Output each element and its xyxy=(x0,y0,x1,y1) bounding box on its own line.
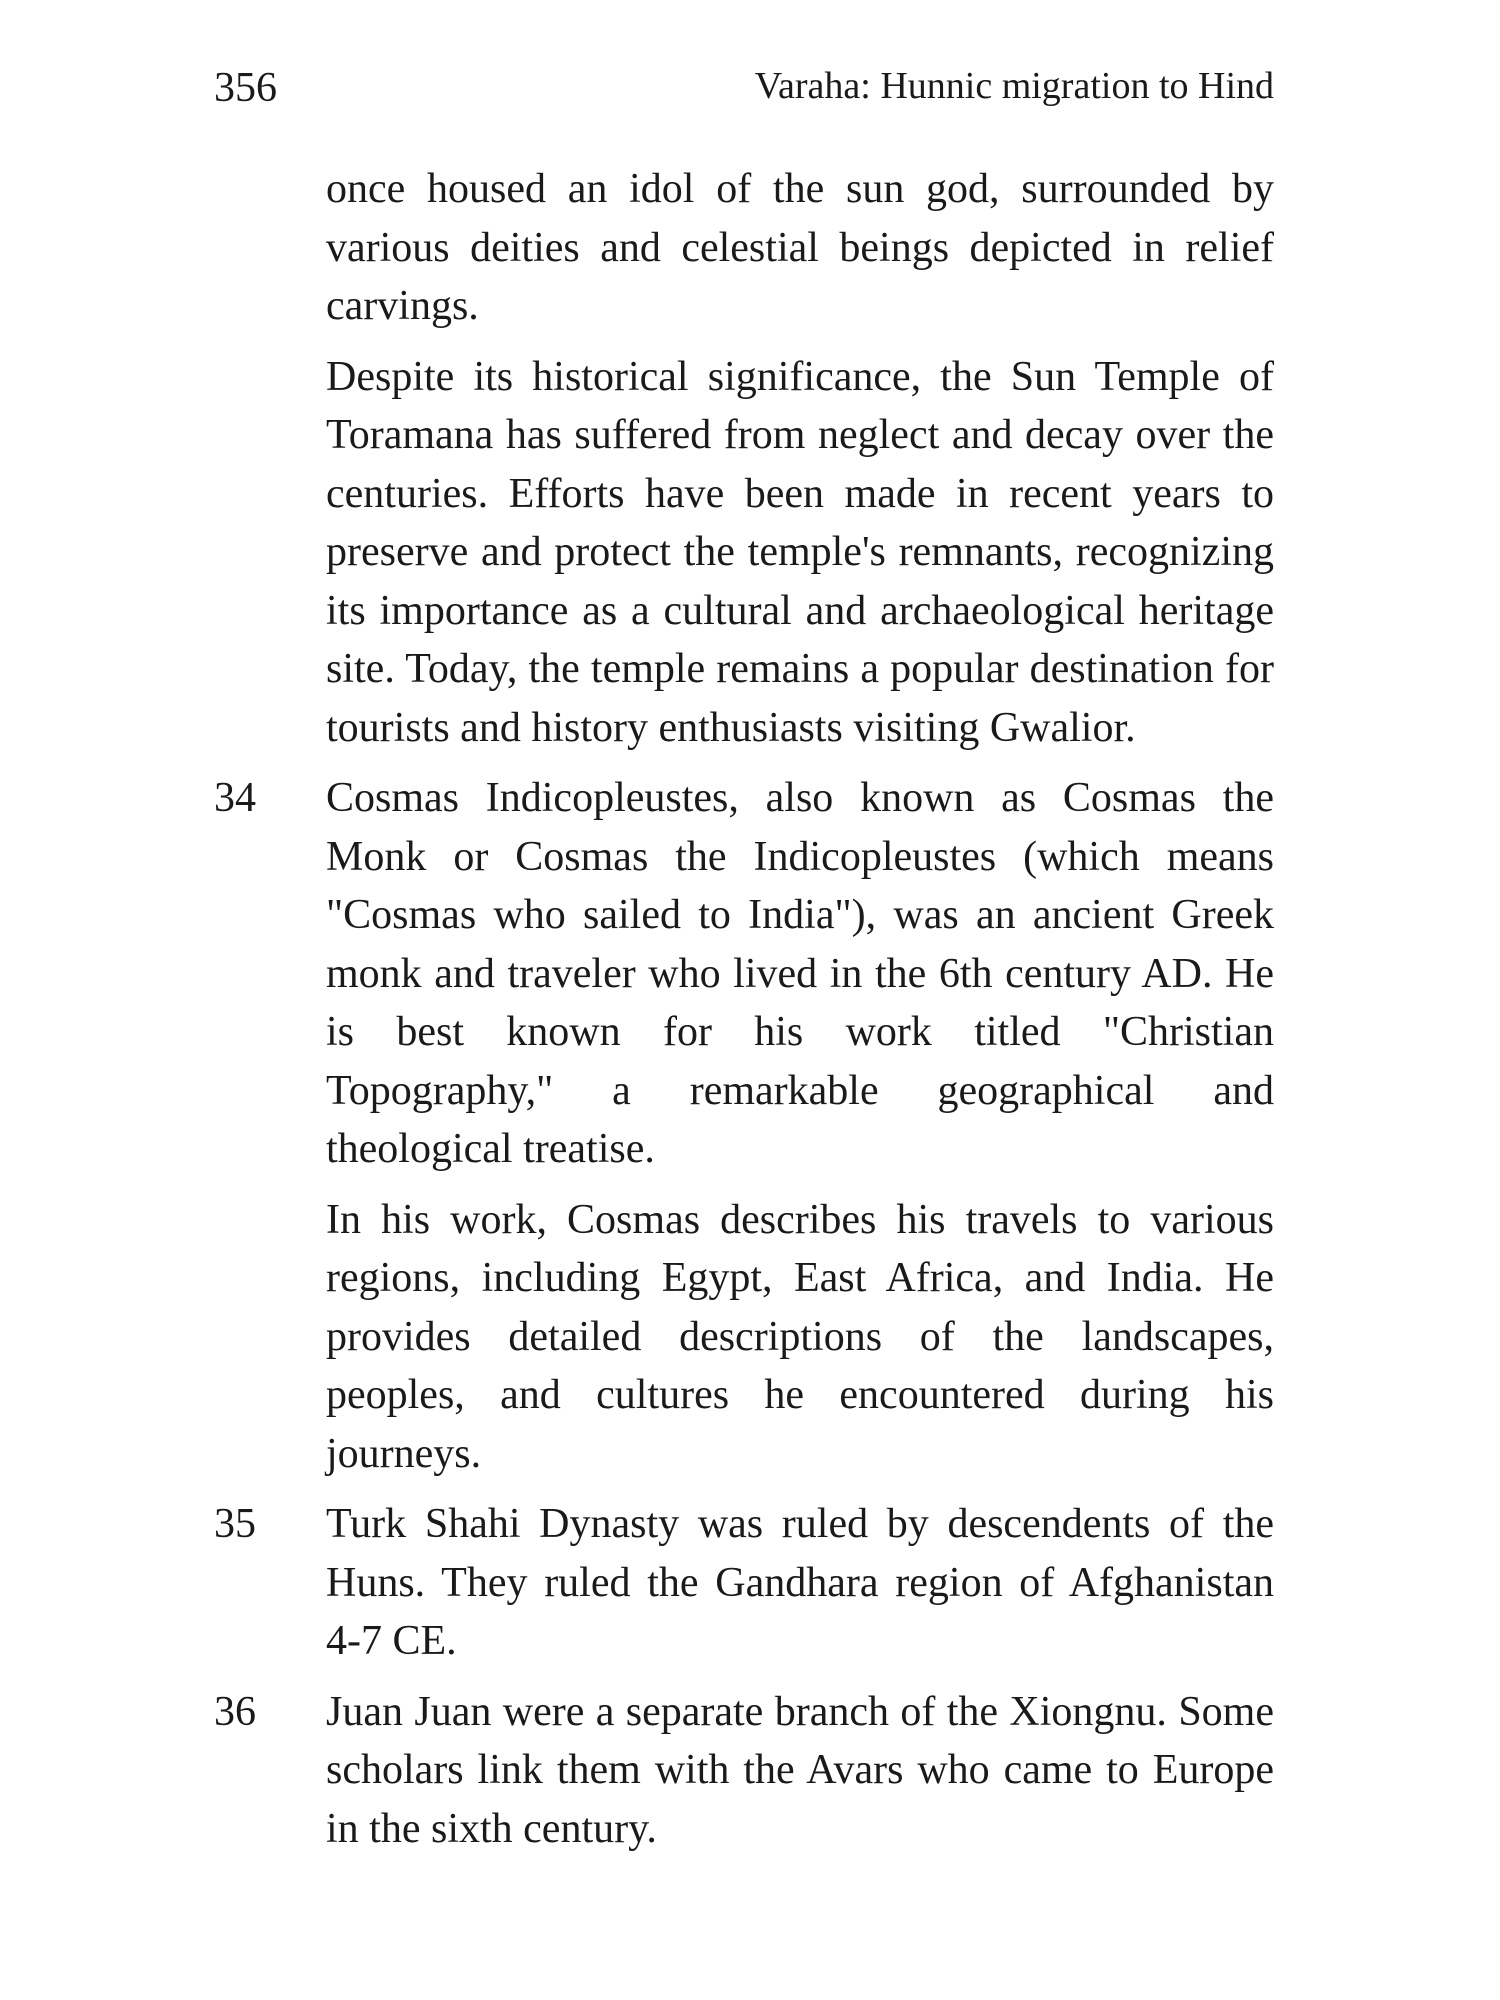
endnote-text xyxy=(326,1683,1274,1859)
endnote-continuation xyxy=(214,160,1274,757)
endnote-35 xyxy=(214,1495,1274,1671)
endnote-text xyxy=(326,1495,1274,1671)
endnote-number: 35 xyxy=(214,1501,256,1547)
endnote-36 xyxy=(214,1683,1274,1859)
endnote-paragraph: Juan Juan were a separate branch of the Xiongnu. Some scholars link them with the Avars who came to Europe in the sixth century. xyxy=(326,1688,1274,1852)
page-header xyxy=(214,64,1274,124)
endnote-paragraph: In his work, Cosmas describes his travels to various regions, including Egypt, East Africa, and India. He provides detailed descriptions of the landscapes, peoples, and cultures he encountered during his journeys. xyxy=(326,1196,1274,1477)
endnote-paragraph: Cosmas Indicopleustes, also known as Cosmas the Monk or Cosmas the Indicopleustes (which means "Cosmas who sailed to India"), was an ancient Greek monk and traveler who lived in the 6th century AD. He is best known for his work titled "Christian Topography," a remarkable geographical and theological treatise. xyxy=(326,775,1274,1172)
endnote-text xyxy=(326,160,1274,757)
endnote-paragraph: Despite its historical significance, the Sun Temple of Toramana has suffered from neglect and decay over the centuries. Efforts have been made in recent years to preserve and protect the temple's remnants, recognizing its importance as a cultural and archaeological heritage site. Today, the temple remains a popular destination for tourists and history enthusiasts visiting Gwalior. xyxy=(326,353,1274,751)
endnote-number: 34 xyxy=(214,775,256,821)
endnotes-body xyxy=(214,160,1274,1858)
endnote-34 xyxy=(214,769,1274,1483)
endnote-paragraph: Turk Shahi Dynasty was ruled by descendents of the Huns. They ruled the Gandhara region of Afghanistan 4-7 CE. xyxy=(326,1501,1274,1664)
running-title: Varaha: Hunnic migration to Hind xyxy=(754,65,1274,107)
page-number: 356 xyxy=(214,65,277,111)
endnote-text xyxy=(326,769,1274,1483)
endnote-number: 36 xyxy=(214,1688,256,1735)
endnote-paragraph: once housed an idol of the sun god, surrounded by various deities and celestial beings depicted in relief carvings. xyxy=(326,166,1274,329)
